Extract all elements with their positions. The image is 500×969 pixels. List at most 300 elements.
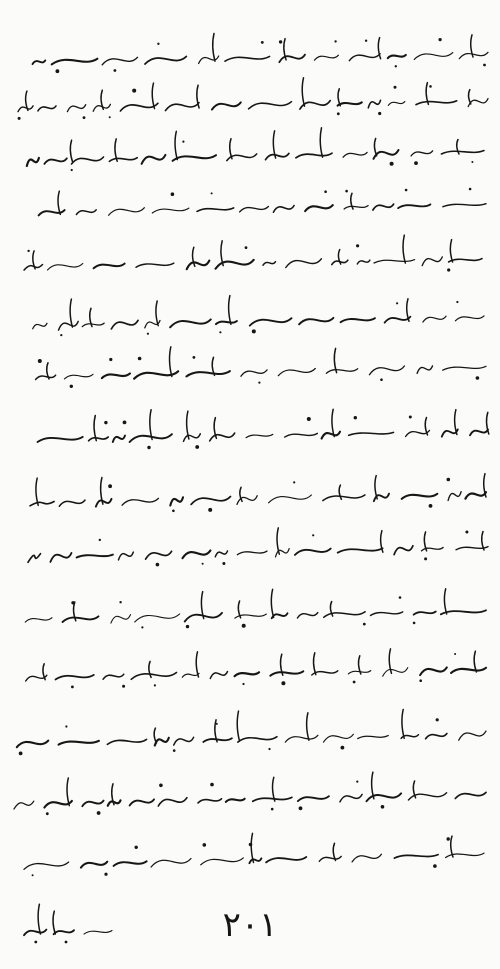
- ink-ascender: [238, 601, 240, 618]
- ink-dot: [147, 333, 149, 335]
- ink-dot: [394, 86, 397, 89]
- manuscript-line: [28, 528, 488, 566]
- ink-stroke: [286, 259, 322, 268]
- ink-stroke: [237, 551, 267, 555]
- ink-dot: [222, 562, 225, 565]
- ink-stroke: [443, 366, 486, 370]
- ink-stroke: [341, 318, 375, 322]
- ink-stroke: [369, 366, 404, 375]
- ink-dot: [182, 141, 184, 143]
- ink-ascender: [175, 131, 177, 159]
- ink-dot: [396, 302, 398, 304]
- ink-stroke: [423, 316, 446, 322]
- ink-stroke: [197, 208, 234, 212]
- ink-stroke: [322, 432, 340, 439]
- ink-ascender: [156, 301, 158, 326]
- ink-stroke: [299, 318, 333, 324]
- ink-dot: [71, 601, 74, 604]
- ink-ascender: [374, 138, 376, 155]
- ink-stroke: [270, 671, 303, 675]
- ink-ascender: [196, 652, 198, 677]
- ink-stroke: [174, 737, 194, 745]
- ink-stroke: [249, 858, 261, 863]
- ink-stroke: [368, 100, 380, 108]
- ink-ascender: [451, 836, 453, 857]
- ink-dot: [299, 806, 303, 810]
- ink-stroke: [187, 261, 210, 270]
- ink-dot: [132, 89, 136, 93]
- ink-ascender: [251, 833, 253, 862]
- ink-stroke: [357, 260, 370, 264]
- ink-dot: [261, 41, 264, 44]
- ink-stroke: [371, 612, 403, 616]
- manuscript-line: [26, 649, 486, 688]
- ink-stroke: [266, 857, 306, 862]
- ink-dot: [211, 192, 213, 194]
- ink-stroke: [448, 492, 461, 501]
- ink-ascender: [271, 589, 273, 617]
- ink-dot: [138, 357, 142, 361]
- ink-ascender: [450, 240, 452, 262]
- ink-stroke: [109, 158, 137, 162]
- ink-ascender: [424, 532, 426, 551]
- ink-ascender: [152, 83, 154, 109]
- ink-stroke: [142, 155, 166, 164]
- ink-dot: [216, 723, 218, 725]
- ink-ascender: [273, 777, 275, 801]
- ink-dot: [447, 268, 450, 271]
- ink-stroke: [358, 736, 389, 739]
- ink-dot: [147, 446, 150, 449]
- ink-dot: [173, 749, 176, 752]
- ink-stroke: [459, 731, 486, 740]
- ink-stroke: [201, 858, 244, 865]
- ink-ascender: [187, 411, 189, 439]
- ink-ascender: [67, 778, 69, 806]
- ink-stroke: [18, 106, 33, 112]
- ink-stroke: [102, 374, 130, 379]
- manuscript-line: [25, 589, 486, 629]
- ink-stroke: [170, 497, 183, 505]
- ink-stroke: [130, 799, 154, 805]
- ink-stroke: [33, 60, 46, 64]
- ink-stroke: [367, 793, 402, 801]
- ink-dot: [97, 811, 101, 815]
- ink-stroke: [468, 99, 488, 107]
- ink-stroke: [24, 862, 69, 869]
- ink-dot: [171, 192, 175, 196]
- ink-dot: [381, 805, 385, 809]
- ink-ascender: [150, 410, 152, 440]
- ink-stroke: [28, 554, 41, 563]
- ink-stroke: [285, 433, 318, 437]
- ink-stroke: [81, 862, 107, 868]
- ink-dot: [324, 190, 327, 193]
- ink-stroke: [102, 57, 137, 65]
- ink-stroke: [33, 323, 47, 329]
- ink-stroke: [414, 612, 436, 615]
- manuscript-line: [30, 474, 486, 512]
- ink-dot: [141, 626, 143, 628]
- ink-stroke: [388, 55, 406, 58]
- ink-ascender: [339, 485, 341, 499]
- ink-dot: [365, 40, 367, 42]
- ink-stroke: [216, 321, 237, 324]
- ink-stroke: [238, 737, 277, 742]
- ink-ascender: [482, 532, 484, 551]
- ink-stroke: [394, 855, 438, 859]
- ink-stroke: [323, 495, 365, 501]
- ink-stroke: [120, 103, 157, 111]
- ink-stroke: [241, 370, 267, 376]
- ink-dot: [337, 112, 340, 115]
- ink-ascender: [403, 235, 405, 263]
- ink-stroke: [279, 55, 305, 63]
- manuscript-line: [17, 710, 486, 756]
- ink-stroke: [89, 437, 109, 441]
- ink-stroke: [145, 57, 186, 65]
- ink-stroke: [96, 499, 112, 507]
- ink-dot: [83, 116, 86, 119]
- ink-ascender: [43, 664, 45, 680]
- ink-stroke: [173, 155, 216, 161]
- ink-stroke: [198, 799, 222, 803]
- ink-ascender: [407, 299, 409, 322]
- ink-dot: [363, 623, 366, 626]
- ink-ascender: [314, 653, 316, 675]
- ink-dot: [252, 329, 256, 333]
- ink-stroke: [441, 151, 484, 155]
- ink-ascender: [237, 711, 239, 741]
- ink-stroke: [388, 102, 405, 106]
- ink-dot: [312, 534, 314, 536]
- ink-dot: [268, 748, 270, 750]
- ink-stroke: [349, 432, 394, 435]
- ink-ascender: [333, 843, 335, 860]
- ink-dot: [108, 484, 112, 488]
- ink-stroke: [135, 614, 180, 622]
- ink-dot: [157, 43, 159, 45]
- ink-dot: [27, 250, 29, 252]
- ink-stroke: [343, 152, 367, 157]
- ink-ascender: [302, 78, 304, 106]
- ink-stroke: [398, 204, 430, 208]
- ink-ascender: [221, 241, 223, 266]
- ink-dot: [419, 679, 422, 682]
- ink-stroke: [349, 54, 380, 61]
- ink-stroke: [422, 257, 442, 266]
- ink-dot: [258, 382, 260, 384]
- ink-dot: [19, 752, 23, 756]
- ink-dot: [279, 40, 282, 43]
- ink-dot: [242, 683, 244, 685]
- ink-stroke: [414, 53, 453, 60]
- ink-dot: [380, 378, 383, 381]
- ink-stroke: [27, 158, 39, 166]
- ink-stroke: [67, 105, 85, 112]
- ink-dot: [307, 417, 311, 421]
- ink-stroke: [94, 264, 125, 269]
- ink-dot: [245, 246, 248, 249]
- ink-stroke: [324, 612, 365, 618]
- ink-stroke: [36, 375, 56, 379]
- ink-ascender: [36, 478, 38, 505]
- ink-dot: [109, 358, 112, 361]
- ink-stroke: [344, 206, 368, 209]
- ink-stroke: [151, 859, 191, 868]
- ink-ascender: [277, 528, 279, 554]
- ink-dot: [471, 161, 473, 163]
- ink-stroke: [314, 55, 338, 60]
- ink-stroke: [470, 430, 488, 436]
- ink-dot: [414, 161, 418, 165]
- ink-dot: [104, 873, 107, 876]
- ink-dot: [172, 510, 175, 513]
- ink-dot: [202, 563, 204, 565]
- ink-stroke: [210, 433, 235, 441]
- ink-stroke: [459, 52, 488, 58]
- ink-dot: [119, 601, 121, 603]
- ink-stroke: [443, 204, 486, 207]
- ink-dot: [436, 718, 439, 721]
- ink-ascender: [70, 140, 72, 162]
- ink-dot: [208, 508, 212, 512]
- ink-ascender: [307, 713, 309, 740]
- ink-stroke: [59, 500, 85, 506]
- ink-dot: [476, 376, 480, 380]
- ink-stroke: [235, 672, 259, 676]
- ink-stroke: [77, 555, 113, 558]
- ink-dot: [70, 385, 73, 388]
- ink-ascender: [338, 89, 340, 106]
- ink-stroke: [63, 616, 99, 622]
- ink-dot: [293, 481, 295, 483]
- ink-stroke: [253, 797, 292, 801]
- ink-stroke: [338, 102, 362, 105]
- ink-dot: [135, 846, 138, 849]
- ink-ascender: [213, 34, 215, 62]
- ink-dot: [46, 812, 49, 815]
- ink-dot: [447, 837, 450, 840]
- ink-stroke: [226, 799, 245, 802]
- ink-stroke: [420, 667, 447, 675]
- ink-stroke: [352, 854, 381, 862]
- ink-stroke: [199, 56, 219, 64]
- ink-stroke: [278, 369, 315, 376]
- ink-ascender: [320, 128, 322, 157]
- ink-stroke: [373, 204, 394, 210]
- ink-stroke: [297, 613, 317, 618]
- ink-stroke: [158, 798, 187, 806]
- ink-stroke: [305, 205, 333, 211]
- ink-dot: [429, 504, 433, 508]
- ink-dot: [465, 531, 468, 534]
- ink-dot: [99, 539, 101, 541]
- ink-ascender: [149, 661, 151, 677]
- ink-stroke: [113, 436, 125, 442]
- ink-dot: [186, 625, 189, 628]
- ink-ascender: [70, 299, 72, 327]
- ink-dot: [433, 864, 437, 868]
- manuscript-line: [38, 409, 489, 449]
- ink-dot: [249, 843, 253, 847]
- ink-dot: [122, 685, 125, 688]
- manuscript-line: [33, 34, 489, 74]
- ink-stroke: [48, 264, 83, 271]
- ink-stroke: [76, 210, 96, 215]
- ink-ascender: [58, 191, 60, 214]
- ink-ascender: [372, 772, 374, 799]
- ink-stroke: [146, 551, 172, 559]
- ink-stroke: [385, 317, 411, 323]
- ink-dot: [334, 40, 336, 42]
- ink-stroke: [295, 549, 331, 555]
- ink-dot: [456, 301, 458, 303]
- ink-stroke: [426, 734, 447, 739]
- ink-dot: [109, 116, 111, 118]
- ink-stroke: [298, 796, 329, 801]
- ink-dot: [71, 169, 73, 171]
- ink-stroke: [191, 497, 230, 505]
- ink-stroke: [225, 56, 270, 61]
- ink-stroke: [212, 102, 241, 109]
- ink-dot: [409, 416, 412, 419]
- ink-dot: [399, 596, 402, 599]
- ink-stroke: [38, 437, 83, 442]
- ink-stroke: [111, 320, 138, 329]
- ink-stroke: [416, 101, 457, 105]
- ink-stroke: [338, 548, 383, 552]
- manuscript-line: [39, 188, 486, 216]
- ink-dot: [390, 162, 394, 166]
- ink-stroke: [319, 856, 341, 861]
- ink-dot: [56, 69, 60, 73]
- ink-stroke: [136, 263, 174, 267]
- ink-stroke: [82, 323, 104, 327]
- ink-dot: [203, 843, 207, 847]
- ink-stroke: [266, 153, 289, 159]
- ink-dot: [195, 445, 199, 449]
- ink-stroke: [269, 495, 312, 503]
- ink-stroke: [114, 861, 147, 866]
- ink-stroke: [38, 106, 56, 111]
- ink-stroke: [216, 260, 254, 269]
- ink-dot: [123, 421, 127, 425]
- ink-ascender: [154, 728, 156, 743]
- ink-dot: [429, 85, 432, 88]
- manuscript-line: [27, 128, 484, 171]
- ink-ascender: [334, 348, 336, 372]
- ink-dot: [210, 783, 214, 787]
- ink-dot: [32, 874, 34, 876]
- ink-dot: [405, 189, 408, 192]
- ink-stroke: [14, 801, 34, 809]
- page-number: ۲۰۱: [222, 905, 278, 945]
- ink-dot: [354, 416, 357, 419]
- ink-dot: [193, 356, 196, 359]
- ink-stroke: [324, 734, 354, 742]
- ink-dot: [483, 64, 486, 67]
- ink-stroke: [56, 675, 94, 680]
- ink-dot: [219, 331, 221, 333]
- ink-stroke: [210, 672, 227, 679]
- ink-stroke: [455, 316, 484, 321]
- ink-stroke: [59, 321, 79, 330]
- ink-stroke: [103, 674, 124, 679]
- ink-ascender: [94, 416, 96, 441]
- ink-dot: [114, 69, 117, 72]
- ink-stroke: [182, 673, 199, 677]
- ink-stroke: [109, 208, 145, 216]
- ink-dot: [413, 622, 416, 625]
- ink-stroke: [52, 59, 98, 65]
- ink-stroke: [165, 103, 199, 111]
- ink-stroke: [240, 207, 269, 212]
- manuscript-line: [24, 833, 484, 876]
- ink-ascender: [375, 476, 377, 499]
- ink-stroke: [119, 552, 134, 560]
- ink-stroke: [17, 741, 49, 748]
- ink-ascender: [469, 90, 471, 104]
- ink-dot: [469, 188, 472, 191]
- ink-stroke: [273, 206, 294, 213]
- ink-ascender: [402, 710, 404, 739]
- ink-stroke: [111, 615, 131, 624]
- ink-stroke: [449, 259, 482, 262]
- ink-dot: [439, 38, 442, 41]
- ink-stroke: [155, 738, 169, 746]
- ink-stroke: [249, 102, 292, 109]
- ink-stroke: [402, 494, 438, 499]
- ink-dot: [356, 244, 359, 247]
- ink-ascender: [444, 589, 446, 614]
- ink-stroke: [340, 794, 362, 802]
- ink-dot: [65, 725, 67, 727]
- ink-dot: [242, 624, 246, 628]
- ink-dot: [395, 65, 397, 67]
- ink-dot: [104, 421, 107, 424]
- ink-stroke: [170, 319, 211, 327]
- ink-stroke: [411, 151, 433, 156]
- ink-stroke: [246, 434, 273, 437]
- ink-stroke: [374, 260, 415, 263]
- ink-ascender: [455, 410, 457, 435]
- ink-dot: [424, 557, 427, 560]
- ink-stroke: [82, 801, 103, 807]
- ink-dot: [353, 681, 356, 684]
- ink-stroke: [152, 208, 189, 213]
- ink-stroke: [131, 673, 176, 680]
- ink-stroke: [184, 434, 201, 442]
- ink-stroke: [326, 369, 357, 374]
- ink-dot: [454, 653, 456, 655]
- ink-dot: [38, 359, 42, 363]
- ink-ascender: [230, 139, 232, 159]
- ink-dot: [447, 478, 451, 482]
- ink-dot: [345, 190, 348, 193]
- ink-stroke: [465, 492, 486, 499]
- ink-ascender: [332, 409, 334, 436]
- ink-stroke: [383, 668, 408, 677]
- ink-stroke: [59, 741, 99, 745]
- ink-stroke: [263, 262, 276, 266]
- ink-ascender: [474, 651, 476, 672]
- ink-stroke: [285, 735, 318, 742]
- manuscript-line: [33, 296, 484, 337]
- ink-stroke: [250, 318, 292, 325]
- ink-stroke: [122, 498, 158, 505]
- ink-stroke: [422, 547, 444, 551]
